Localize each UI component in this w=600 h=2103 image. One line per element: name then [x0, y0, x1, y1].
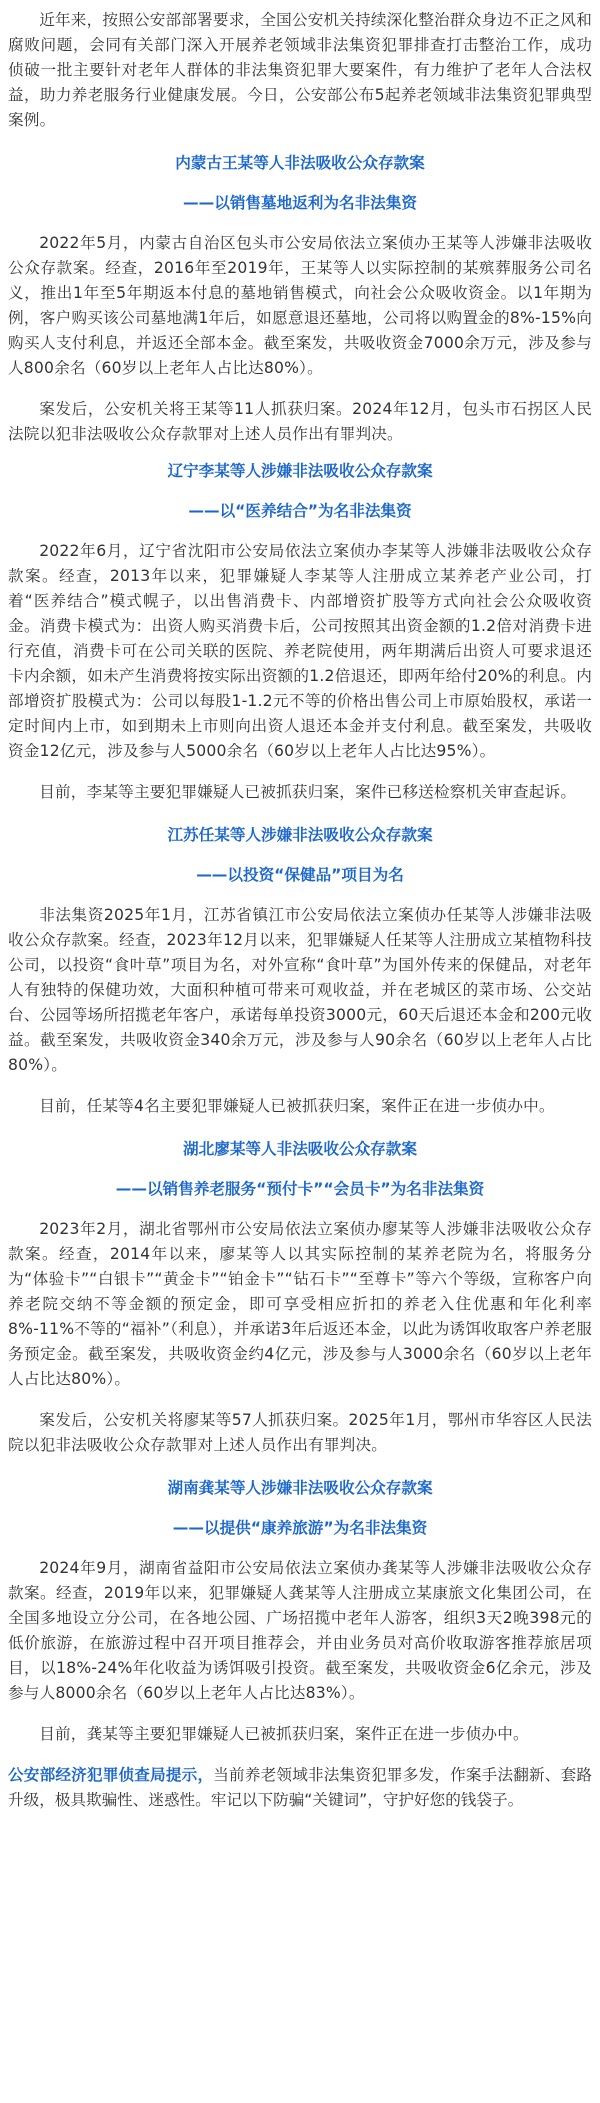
case-section-2: [8, 459, 592, 823]
case-paragraph: 2024年9月，湖南省益阳市公安局依法立案侦办龚某等人涉嫌非法吸收公众存款案。经查，2019年以来，犯罪嫌疑人龚某等人注册成立某康旅文化集团公司，在全国多地设立分公司，在各地公园、广场招揽中老年人游客，组织3天2晚398元的低价旅游，在旅游过程中召开项目推荐会，并由业务员对高价收取游客推荐旅居项目，以18%-24%年化收益为诱饵吸引投资。截至案发，共吸收资金6亿余元，涉及参与人8000余名（60岁以上老年人占比达83%）。: [8, 1559, 592, 1702]
case-subtitle: ——以“医养结合”为名非法集资: [188, 502, 412, 520]
case-paragraph: 2022年6月，辽宁省沈阳市公安局依法立案侦办李某等人涉嫌非法吸收公众存款案。经查，2013年以来，犯罪嫌疑人李某等人注册成立某养老产业公司，打着“医养结合”模式幌子，以出售消费卡、内部增资扩股等方式向社会公众吸收资金。消费卡模式为：出资人购买消费卡后，公司按照其出资金额的1.2倍对消费卡进行充值，消费卡可在公司关联的医院、养老院使用，两年期满后出资人可要求退还卡内余额，如未产生消费将按实际出资额的1.2倍退还，即两年给付20%的利息。内部增资扩股模式为：公司以每股1-1.2元不等的价格出售公司上市原始股权，承诺一定时间内上市，如到期未上市则向出资人退还本金并支付利息。截至案发，共吸收资金12亿元，涉及参与人5000余名（60岁以上老年人占比达95%）。: [8, 542, 592, 760]
case-subtitle: ——以提供“康养旅游”为名非法集资: [172, 1519, 428, 1537]
case-subtitle: ——以销售养老服务“预付卡”“会员卡”为名非法集资: [115, 1180, 485, 1198]
case-subtitle: ——以销售墓地返利为名非法集资: [183, 194, 417, 212]
case-section-5: [8, 1476, 592, 1763]
case-section-3: [8, 823, 592, 1137]
closing-paragraph: [8, 1763, 592, 1813]
case-title: 江苏任某等人涉嫌非法吸收公众存款案: [167, 826, 433, 844]
case-paragraph: 案发后，公安机关将廖某等57人抓获归案。2025年1月，鄂州市华容区人民法院以犯非法吸收公众存款罪对上述人员作出有罪判决。: [8, 1411, 592, 1454]
case-title: 湖南龚某等人涉嫌非法吸收公众存款案: [167, 1479, 433, 1497]
case-paragraph: 目前，李某等主要犯罪嫌疑人已被抓获归案，案件已移送检察机关审查起诉。: [39, 783, 577, 801]
case-section-4: [8, 1137, 592, 1476]
case-title: 内蒙古王某等人非法吸收公众存款案: [175, 154, 425, 172]
closing-lead: 公安部经济犯罪侦查局提示，: [8, 1766, 214, 1784]
closing-text: 当前养老领域非法集资犯罪多发，作案手法翻新、套路升级，极具欺骗性、迷惑性。牢记以下防骗“关键词”，守护好您的钱袋子。: [8, 1766, 592, 1809]
case-subtitle: ——以投资“保健品”项目为名: [196, 866, 404, 884]
case-paragraph: 2022年5月，内蒙古自治区包头市公安局依法立案侦办王某等人涉嫌非法吸收公众存款案。经查，2016年至2019年，王某等人以实际控制的某殡葬服务公司名义，推出1年至5年期返本付息的墓地销售模式，向社会公众吸收资金。以1年期为例，客户购买该公司墓地满1年后，如愿意退还墓地，公司将以购置金的8%-15%向购买人支付利息，并返还全部本金。截至案发，共吸收资金7000余万元，涉及参与人800余名（60岁以上老年人占比达80%）。: [8, 234, 592, 377]
case-title: 辽宁李某等人涉嫌非法吸收公众存款案: [167, 462, 433, 480]
case-paragraph: 2023年2月，湖北省鄂州市公安局依法立案侦办廖某等人涉嫌非法吸收公众存款案。经查，2014年以来，廖某等人以其实际控制的某养老院为名，将服务分为“体验卡”“白银卡”“黄金卡”“铂金卡”“钻石卡”“至尊卡”等六个等级，宣称客户向养老院交纳不等金额的预定金，即可享受相应折扣的养老入住优惠和年化利率8%-11%不等的“福补”（利息），并承诺3年后返还本金，以此为诱饵收取客户养老服务预定金。截至案发，共吸收资金约4亿元，涉及参与人3000余名（60岁以上老年人占比达80%）。: [8, 1220, 592, 1388]
intro-paragraph: 近年来，按照公安部部署要求，全国公安机关持续深化整治群众身边不正之风和腐败问题，会同有关部门深入开展养老领域非法集资犯罪排查打击整治工作，成功侦破一批主要针对老年人群体的非法集资犯罪大要案件，有力维护了老年人合法权益，助力养老服务行业健康发展。今日，公安部公布5起养老领域非法集资犯罪典型案例。: [8, 11, 592, 129]
case-paragraph: 非法集资2025年1月，江苏省镇江市公安局依法立案侦办任某等人涉嫌非法吸收公众存款案。经查，2023年12月以来，犯罪嫌疑人任某等人注册成立某植物科技公司，以投资“食叶草”项目为名，对外宣称“食叶草”为国外传来的保健品，对老年人有独特的保健功效，大面积种植可带来可观收益，并在老城区的菜市场、公交站台、公园等场所招揽老年客户，承诺每单投资3000元，60天后退还本金和200元收益。截至案发，共吸收资金340余万元，涉及参与人90余名（60岁以上老年人占比80%）。: [8, 906, 592, 1074]
case-paragraph: 目前，任某等4名主要犯罪嫌疑人已被抓获归案，案件正在进一步侦办中。: [39, 1097, 555, 1115]
case-title: 湖北廖某等人非法吸收公众存款案: [183, 1140, 417, 1158]
case-paragraph: 目前，龚某等主要犯罪嫌疑人已被抓获归案，案件正在进一步侦办中。: [39, 1725, 529, 1743]
case-section-1: [8, 151, 592, 459]
case-paragraph: 案发后，公安机关将王某等11人抓获归案。2024年12月，包头市石拐区人民法院以犯非法吸收公众存款罪对上述人员作出有罪判决。: [8, 400, 592, 443]
